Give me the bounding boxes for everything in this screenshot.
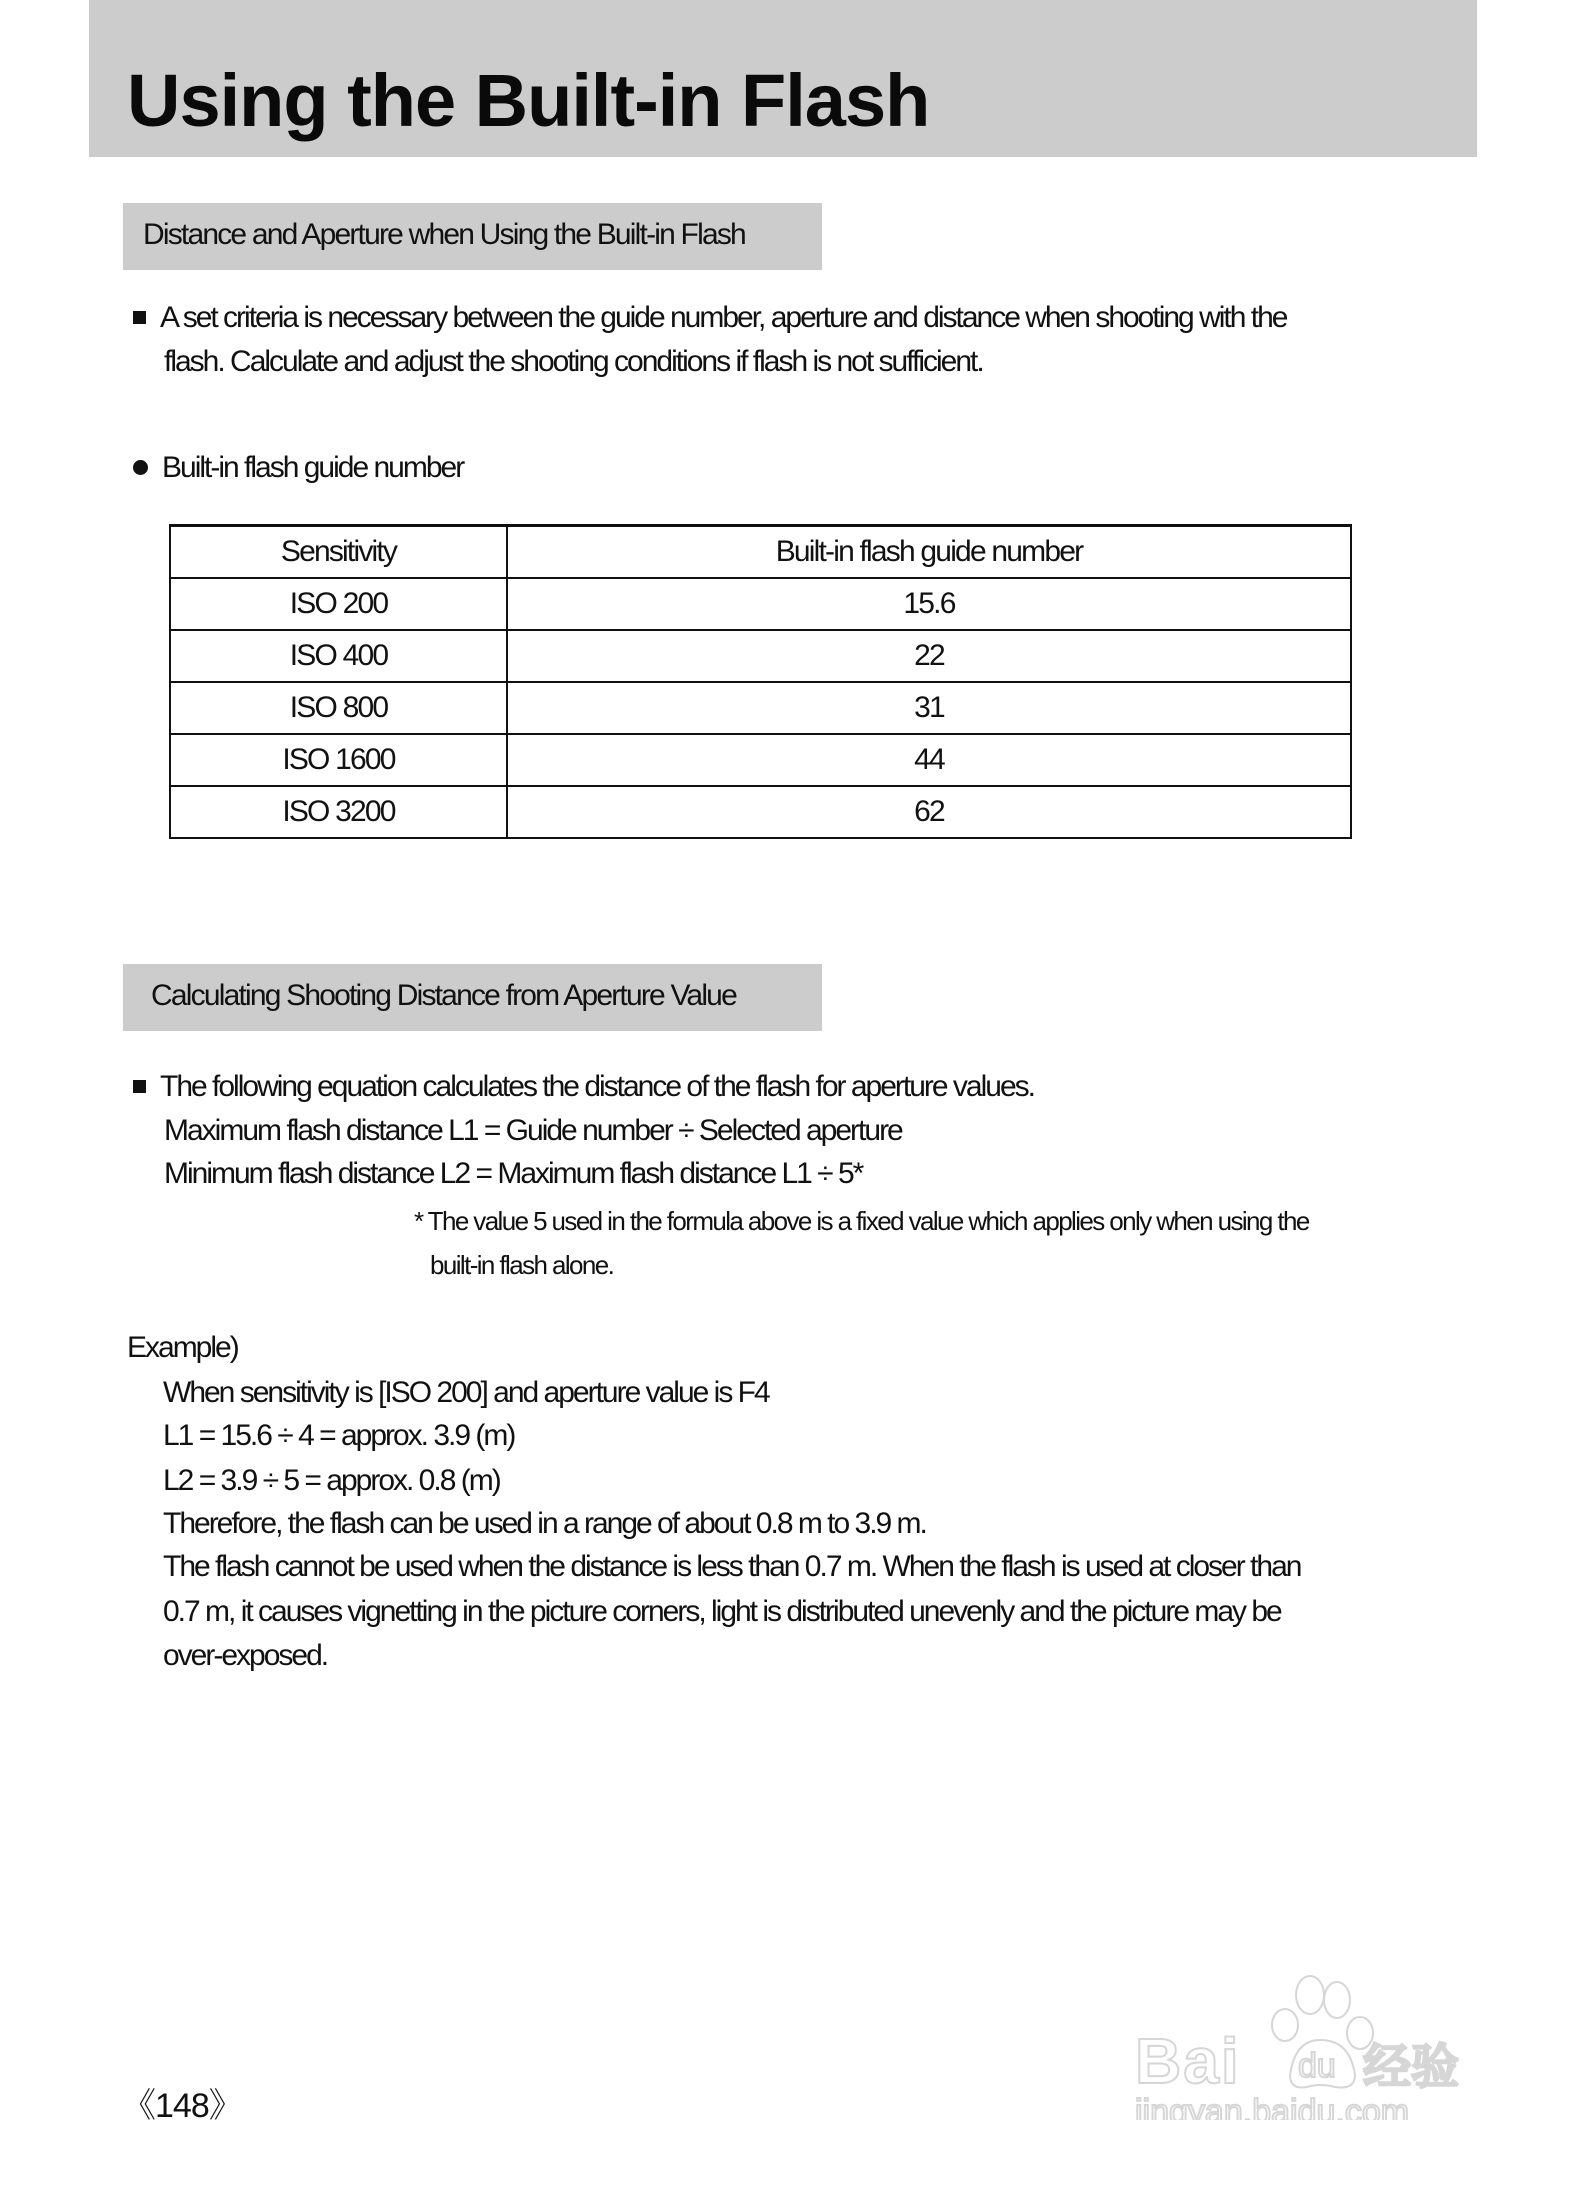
page-number: 《148》	[122, 2087, 242, 2125]
example-line: 0.7 m, it causes vignetting in the picture corners, light is distributed unevenly and the picture may be	[163, 1595, 1281, 1628]
cell-guide-number: 15.6	[507, 578, 1351, 630]
square-bullet-icon	[133, 311, 146, 324]
example-line: over-exposed.	[163, 1639, 328, 1672]
example-line: L2 = 3.9 ÷ 5 = approx. 0.8 (m)	[163, 1464, 500, 1497]
text: The following equation calculates the distance of the flash for aperture values.	[160, 1070, 1034, 1103]
cell-sensitivity: ISO 800	[170, 682, 507, 734]
table-row	[170, 630, 1351, 682]
example-line: The flash cannot be used when the distance is less than 0.7 m. When the flash is used at closer than	[163, 1550, 1301, 1583]
cell-guide-number: 31	[507, 682, 1351, 734]
section-heading-text: Calculating Shooting Distance from Aperture Value	[151, 979, 736, 1012]
text: A set criteria is necessary between the guide number, aperture and distance when shooting with the	[160, 301, 1287, 334]
title-bar	[89, 0, 1477, 157]
page-title: Using the Built-in Flash	[127, 59, 930, 142]
cell-sensitivity: ISO 1600	[170, 734, 507, 786]
equation-max-distance: Maximum flash distance L1 = Guide number ÷ Selected aperture	[164, 1114, 902, 1147]
text: Built-in flash guide number	[162, 451, 464, 484]
cell-guide-number: 62	[507, 786, 1351, 838]
svg-text:du: du	[1298, 2047, 1336, 2085]
intro-paragraph-line2: flash. Calculate and adjust the shooting conditions if flash is not sufficient.	[164, 345, 983, 378]
example-label: Example)	[127, 1331, 238, 1364]
equation-min-distance: Minimum flash distance L2 = Maximum flash distance L1 ÷ 5*	[164, 1157, 863, 1190]
example-line: Therefore, the flash can be used in a range of about 0.8 m to 3.9 m.	[163, 1507, 926, 1540]
footnote-line1: * The value 5 used in the formula above is a fixed value which applies only when using the	[414, 1206, 1309, 1236]
section-heading-text: Distance and Aperture when Using the Built-in Flash	[143, 218, 745, 251]
footnote-line2: built-in flash alone.	[430, 1250, 614, 1280]
cell-sensitivity: ISO 400	[170, 630, 507, 682]
header-guide-number: Built-in flash guide number	[507, 526, 1351, 579]
guide-number-table	[169, 524, 1352, 839]
cell-guide-number: 22	[507, 630, 1351, 682]
table-row	[170, 578, 1351, 630]
baidu-watermark-logo	[1115, 1955, 1475, 2120]
svg-text:Bai: Bai	[1135, 2025, 1241, 2097]
example-line: L1 = 15.6 ÷ 4 = approx. 3.9 (m)	[163, 1419, 515, 1452]
table-row	[170, 786, 1351, 838]
equation-intro	[133, 1065, 1034, 1109]
cell-sensitivity: ISO 200	[170, 578, 507, 630]
section-heading-calculating-distance	[123, 964, 822, 1031]
table-header-row	[170, 526, 1351, 579]
svg-text:经验: 经验	[1363, 2039, 1460, 2095]
paw-icon	[1115, 1955, 1475, 2120]
table-row	[170, 682, 1351, 734]
svg-text:jingyan.baidu.com: jingyan.baidu.com	[1135, 2093, 1410, 2120]
section-heading-distance-aperture	[123, 203, 822, 270]
cell-sensitivity: ISO 3200	[170, 786, 507, 838]
example-line: When sensitivity is [ISO 200] and aperture value is F4	[163, 1376, 769, 1409]
cell-guide-number: 44	[507, 734, 1351, 786]
intro-paragraph-line1	[133, 296, 1286, 340]
circle-bullet-icon	[133, 460, 148, 475]
header-sensitivity: Sensitivity	[170, 526, 507, 579]
table-row	[170, 734, 1351, 786]
guide-number-bullet	[133, 446, 463, 490]
square-bullet-icon	[133, 1080, 146, 1093]
